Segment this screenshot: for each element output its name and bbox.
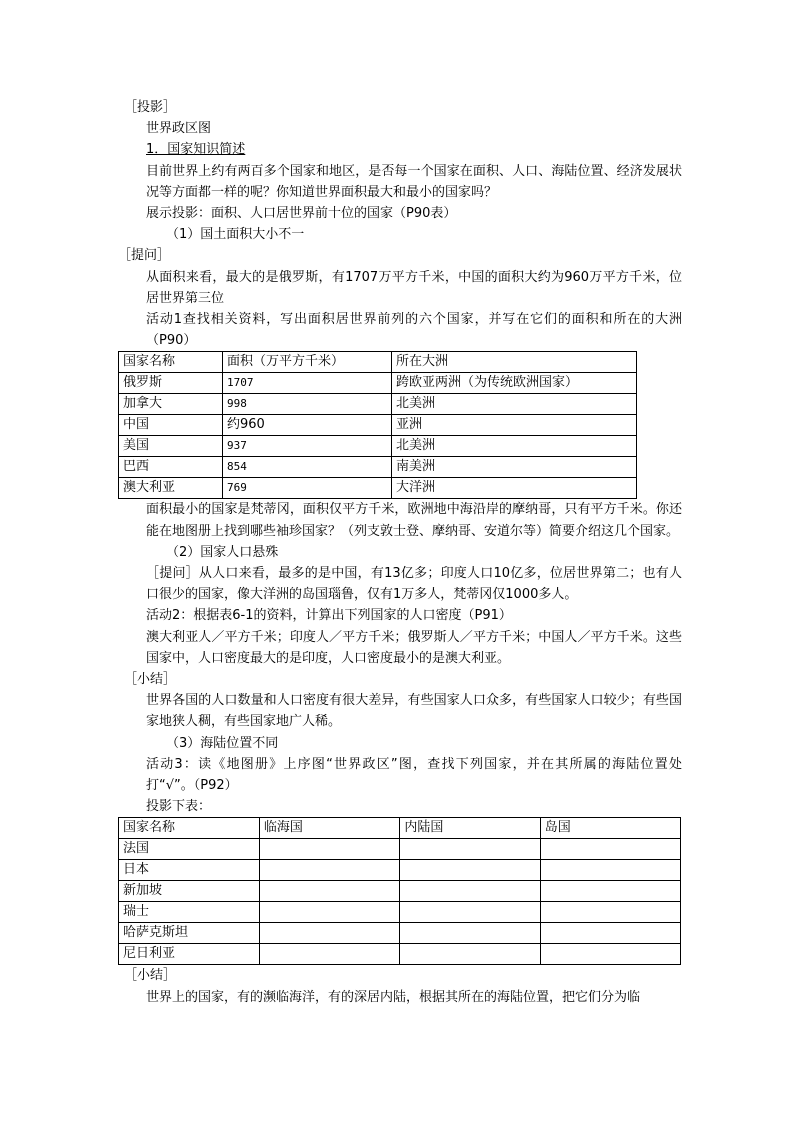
table-row [119,839,681,860]
checkbox-cell[interactable] [540,923,680,944]
table-cell: 美国 [119,436,223,457]
table-cell: 北美洲 [392,394,637,415]
checkbox-cell[interactable] [259,923,399,944]
projection-note: 展示投影：面积、人口居世界前十位的国家（P90表） [146,206,457,222]
table-row [119,436,637,457]
table-cell: 新加坡 [119,881,260,902]
summary-label: ［小结］ [124,968,177,984]
checkbox-cell[interactable] [540,839,680,860]
table-cell: 1707 [223,373,392,394]
table-row [119,944,681,965]
table-cell: 中国 [119,415,223,436]
table-header-cell: 内陆国 [400,818,540,839]
table-cell: 跨欧亚两洲（为传统欧洲国家） [392,373,637,394]
table-row [119,881,681,902]
checkbox-cell[interactable] [259,881,399,902]
density-paragraph: 澳大利亚人／平方千米；印度人／平方千米；俄罗斯人／平方千米；中国人／平方千米。这些国家中，人口密度最大的是印度，人口密度最小的是澳大利亚。 [146,629,682,666]
table-row [119,394,637,415]
smallest-country-paragraph: 面积最小的国家是梵蒂冈，面积仅平方千米，欧洲地中海沿岸的摩纳哥，只有平方千米。你还能在地图册上找到哪些袖珍国家？（列支敦士登、摩纳哥、安道尔等）简要介绍这几个国家。 [146,502,682,539]
activity-1-paragraph: 活动1查找相关资料，写出面积居世界前列的六个国家，并写在它们的面积和所在的大洲（P90） [146,312,682,349]
question-label: ［提问］ [118,248,171,264]
table-header-cell: 国家名称 [119,352,223,373]
checkbox-cell[interactable] [259,902,399,923]
table-cell: 约960 [223,415,392,436]
checkbox-cell[interactable] [540,944,680,965]
table-row [119,457,637,478]
table-cell: 巴西 [119,457,223,478]
section-heading-country-knowledge: 1．国家知识简述 [146,142,246,158]
world-map-caption: 世界政区图 [146,121,212,137]
projection-table-label: 投影下表： [146,799,212,815]
checkbox-cell[interactable] [259,839,399,860]
sea-land-summary-paragraph: 世界上的国家，有的濒临海洋，有的深居内陆，根据其所在的海陆位置，把它们分为临 [146,989,641,1005]
table-cell: 769 [223,478,392,499]
table-cell: 法国 [119,839,260,860]
sea-land-position-table [118,817,681,965]
table-cell: 澳大利亚 [119,478,223,499]
population-question-paragraph: ［提问］从人口来看，最多的是中国，有13亿多；印度人口10亿多，位居世界第二；也有人口很少的国家，像大洋洲的岛国瑙鲁，仅有1万多人，梵蒂冈仅1000多人。 [146,566,682,603]
summary-label: ［小结］ [124,672,177,688]
activity-2-paragraph: 活动2：根据表6-1的资料，计算出下列国家的人口密度（P91） [146,608,512,624]
intro-paragraph: 目前世界上约有两百多个国家和地区，是否每一个国家在面积、人口、海陆位置、经济发展状况等方面都一样的呢？你知道世界面积最大和最小的国家吗？ [146,163,682,200]
table-cell: 亚洲 [392,415,637,436]
table-header-cell: 所在大洲 [392,352,637,373]
checkbox-cell[interactable] [259,944,399,965]
table-header-cell: 国家名称 [119,818,260,839]
table-cell: 大洋洲 [392,478,637,499]
table-cell: 937 [223,436,392,457]
subheading-area: （1）国土面积大小不一 [166,227,305,243]
area-paragraph: 从面积来看，最大的是俄罗斯，有1707万平方千米，中国的面积大约为960万平方千米，位居世界第三位 [146,269,682,306]
table-cell: 加拿大 [119,394,223,415]
table-cell: 哈萨克斯坦 [119,923,260,944]
table-header-cell: 临海国 [259,818,399,839]
table-cell: 998 [223,394,392,415]
table-row [119,923,681,944]
table-cell: 日本 [119,860,260,881]
subheading-sea-land-position: （3）海陆位置不同 [166,735,279,751]
checkbox-cell[interactable] [540,881,680,902]
table-cell: 俄罗斯 [119,373,223,394]
checkbox-cell[interactable] [400,839,540,860]
document-body [118,97,682,1008]
population-summary-paragraph: 世界各国的人口数量和人口密度有很大差异，有些国家人口众多，有些国家人口较少；有些国家地狭人稠，有些国家地广人稀。 [146,693,682,730]
activity-3-paragraph: 活动3：读《地图册》上序图“世界政区”图，查找下列国家，并在其所属的海陆位置处打“√”。（P92） [146,756,682,794]
area-table [118,351,637,499]
table-row [119,415,637,436]
table-cell: 瑞士 [119,902,260,923]
projection-label: ［投影］ [124,100,177,115]
checkbox-cell[interactable] [259,860,399,881]
table-cell: 854 [223,457,392,478]
table-header-cell: 面积（万平方千米） [223,352,392,373]
checkbox-cell[interactable] [400,902,540,923]
checkbox-cell[interactable] [400,881,540,902]
checkbox-cell[interactable] [400,860,540,881]
table-cell: 尼日利亚 [119,944,260,965]
table-header-row [119,818,681,839]
table-cell: 北美洲 [392,436,637,457]
checkbox-cell[interactable] [400,944,540,965]
table-row [119,478,637,499]
checkbox-cell[interactable] [540,902,680,923]
checkbox-cell[interactable] [400,923,540,944]
subheading-population: （2）国家人口悬殊 [166,544,279,560]
checkbox-cell[interactable] [540,860,680,881]
table-header-row [119,352,637,373]
table-row [119,373,637,394]
table-cell: 南美洲 [392,457,637,478]
table-row [119,860,681,881]
table-row [119,902,681,923]
table-header-cell: 岛国 [540,818,680,839]
